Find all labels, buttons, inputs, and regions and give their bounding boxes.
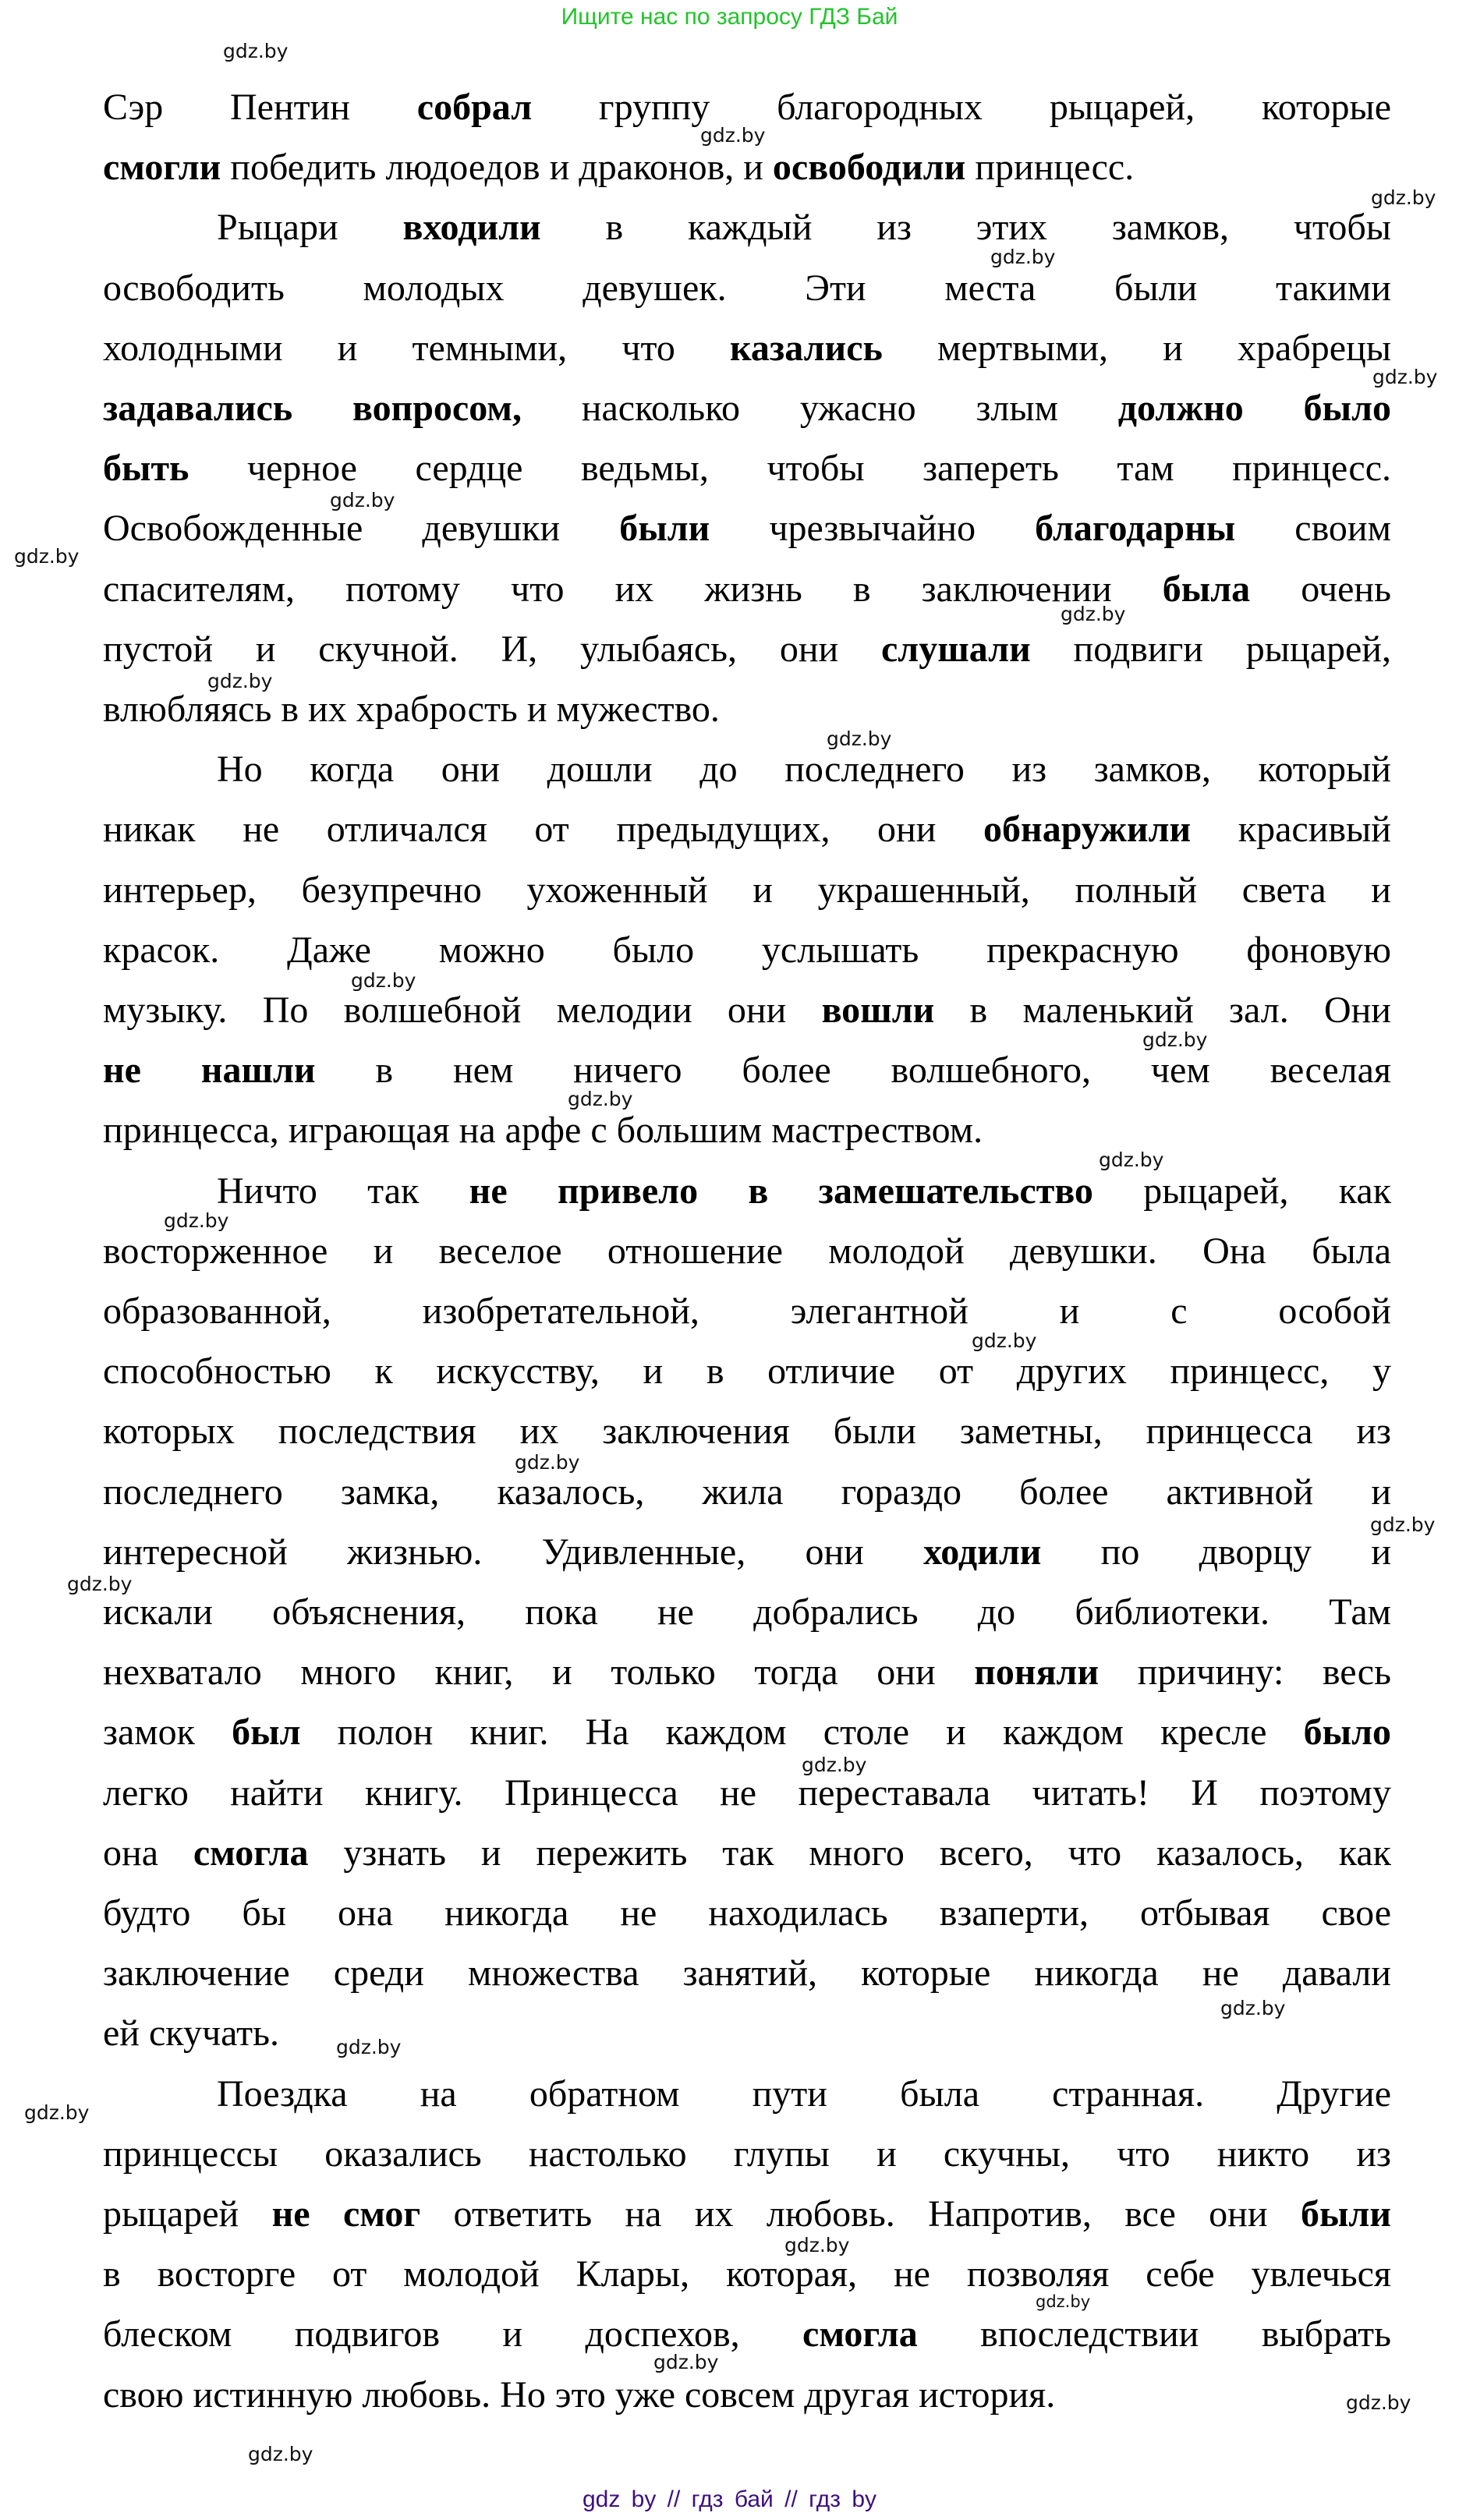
watermark-text: gdz.by — [351, 969, 416, 992]
text-run: которых последствия их заключения были заметны, принцесса из — [103, 1410, 1391, 1453]
text-run: узнать и пережить так много всего, что казалось, как — [308, 1832, 1391, 1874]
bold-verb: не привело в замешательство — [469, 1170, 1093, 1212]
text-run: освободить молодых девушек. Эти места были такими — [103, 267, 1391, 309]
bold-verb: были — [1300, 2193, 1392, 2235]
text-run: в нем ничего более волшебного, чем веселая — [315, 1049, 1391, 1092]
bold-verb: казались — [729, 327, 883, 369]
text-run: влюбляясь в их храбрость и мужество. — [103, 688, 720, 730]
text-run: способностью к искусству, и в отличие от других принцесс, у — [103, 1350, 1391, 1393]
bold-verb: поняли — [974, 1651, 1100, 1694]
text-run: рыцарей — [103, 2193, 272, 2235]
text-run: победить людоедов и драконов, и — [221, 147, 773, 189]
text-run: ответить на их любовь. Напротив, все они — [420, 2193, 1301, 2235]
text-run: в восторге от молодой Клары, которая, не позволяя себе увлечься — [103, 2253, 1391, 2295]
text-run: красок. Даже можно было услышать прекрасную фоновую — [103, 929, 1391, 971]
text-run: в каждый из этих замков, чтобы — [540, 207, 1391, 249]
text-line — [103, 1290, 1391, 1333]
text-run: впоследствии выбрать — [917, 2313, 1391, 2355]
text-line — [103, 1952, 1391, 1995]
bold-verb: были — [619, 508, 710, 550]
text-run: чрезвычайно — [710, 508, 1036, 550]
bold-verb: освободили — [772, 147, 966, 189]
text-run: принцесса, играющая на арфе с большим мастреством. — [103, 1110, 983, 1152]
text-run: в маленький зал. Они — [934, 989, 1391, 1031]
site-banner: Ищите нас по запросу ГДЗ Бай — [561, 4, 898, 30]
watermark-text: gdz.by — [972, 1329, 1037, 1352]
watermark-text: gdz.by — [24, 2101, 90, 2124]
text-run: будто бы она никогда не находилась взаперти, отбывая свое — [103, 1892, 1391, 1934]
bold-verb: смогла — [193, 1832, 309, 1874]
text-line — [103, 1049, 1391, 1092]
text-run: никак не отличался от предыдущих, они — [103, 809, 984, 851]
watermark-text: gdz.by — [700, 124, 766, 147]
text-run: рыцарей, как — [1092, 1170, 1392, 1212]
watermark-text: gdz.by — [802, 1754, 867, 1776]
watermark-text: gdz.by — [14, 545, 80, 568]
text-line — [103, 86, 1391, 129]
site-footer: gdz by // гдз бай // гдз by — [582, 2486, 877, 2512]
watermark-text: gdz.by — [248, 2443, 313, 2465]
text-run: замок — [103, 1711, 232, 1754]
bold-verb: был — [232, 1711, 301, 1754]
text-run: мертвыми, и храбрецы — [882, 327, 1392, 369]
bold-verb: была — [1162, 568, 1251, 610]
watermark-text: gdz.by — [1370, 1513, 1436, 1536]
text-run: Ничто так — [217, 1170, 469, 1212]
text-run: восторженное и веселое отношение молодой девушки. Она была — [103, 1230, 1391, 1272]
text-run: образованной, изобретательной, элегантной и с особой — [103, 1290, 1391, 1332]
watermark-text: gdz.by — [164, 1209, 229, 1232]
watermark-text: gdz.by — [784, 2234, 850, 2256]
bold-verb: вошли — [821, 989, 935, 1031]
bold-verb: собрал — [416, 87, 533, 128]
text-line — [103, 1109, 1391, 1152]
text-line — [103, 327, 1391, 370]
text-line — [103, 2012, 1391, 2055]
text-run: подвиги рыцарей, — [1030, 628, 1391, 670]
text-run: блеском подвигов и доспехов, — [103, 2313, 803, 2355]
text-line — [103, 1410, 1391, 1453]
text-run: Сэр Пентин — [103, 87, 417, 128]
text-run: холодными и темными, что — [103, 327, 730, 369]
bold-verb: слушали — [880, 628, 1031, 670]
watermark-text: gdz.by — [1099, 1149, 1164, 1171]
text-run: по дворцу и — [1041, 1531, 1392, 1573]
text-line — [103, 688, 1391, 731]
text-line — [103, 267, 1391, 310]
text-run: Но когда они дошли до последнего из замков, который — [217, 749, 1391, 791]
text-line — [103, 1350, 1391, 1393]
bold-verb: быть — [103, 448, 189, 490]
text-run: пустой и скучной. И, улыбаясь, они — [103, 628, 881, 670]
text-line — [103, 1892, 1391, 1935]
text-line — [103, 2193, 1391, 2236]
watermark-text: gdz.by — [515, 1451, 580, 1474]
text-line — [103, 2253, 1391, 2296]
bold-verb: было — [1303, 1711, 1391, 1754]
text-line — [103, 869, 1391, 912]
watermark-text: gdz.by — [653, 2351, 719, 2373]
watermark-text: gdz.by — [336, 2036, 402, 2058]
text-line — [103, 568, 1391, 611]
watermark-text: gdz.by — [1142, 1028, 1208, 1051]
watermark-text: gdz.by — [223, 40, 289, 62]
text-run: она — [103, 1832, 193, 1874]
text-run: причину: весь — [1099, 1651, 1392, 1694]
text-line — [103, 447, 1391, 490]
text-run: музыку. По волшебной мелодии они — [103, 989, 822, 1031]
bold-verb: задавались вопросом, — [103, 388, 522, 429]
text-line — [103, 1832, 1391, 1875]
text-line — [103, 2313, 1391, 2356]
bold-verb: не смог — [271, 2193, 421, 2235]
text-run: принцессы оказались настолько глупы и скучны, что никто из — [103, 2132, 1391, 2175]
text-run: интерьер, безупречно ухоженный и украшенный, полный света и — [103, 869, 1391, 911]
text-line — [103, 1531, 1391, 1574]
bold-verb: ходили — [923, 1531, 1042, 1573]
text-run: принцесс. — [965, 147, 1135, 189]
text-run: искали объяснения, пока не добрались до библиотеки. Там — [103, 1591, 1391, 1633]
watermark-text: gdz.by — [568, 1088, 633, 1110]
text-run: Рыцари — [217, 207, 403, 249]
text-line — [103, 748, 1391, 791]
watermark-text: gdz.by — [1372, 366, 1438, 388]
text-line — [103, 989, 1391, 1032]
text-line — [103, 1471, 1391, 1514]
text-run: Освобожденные девушки — [103, 508, 620, 550]
bold-verb: входили — [402, 207, 541, 249]
text-line — [103, 387, 1391, 430]
text-run: своим — [1235, 508, 1391, 550]
text-run: ей скучать. — [103, 2012, 280, 2055]
text-run: группу благородных рыцарей, которые — [532, 87, 1391, 128]
watermark-text: gdz.by — [207, 670, 273, 692]
text-line — [103, 628, 1391, 671]
text-run: красивый — [1191, 809, 1391, 851]
text-line — [103, 1170, 1391, 1213]
text-run: очень — [1250, 568, 1392, 610]
watermark-text: gdz.by — [1220, 1997, 1286, 2019]
text-run: свою истинную любовь. Но это уже совсем другая история. — [103, 2373, 1056, 2416]
text-line — [103, 808, 1391, 851]
bold-verb: не нашли — [103, 1049, 316, 1092]
watermark-text: gdz.by — [1371, 186, 1436, 209]
text-line — [103, 1651, 1391, 1694]
text-run: заключение среди множества занятий, которые никогда не давали — [103, 1952, 1391, 1994]
bold-verb: смогли — [103, 147, 221, 189]
text-line — [103, 206, 1391, 250]
bold-verb: обнаружили — [983, 809, 1192, 851]
text-run: насколько ужасно злым — [522, 388, 1118, 429]
text-line — [103, 929, 1391, 972]
bold-verb: смогла — [802, 2313, 918, 2355]
text-run: интересной жизнью. Удивленные, они — [103, 1531, 924, 1573]
text-line — [103, 1711, 1391, 1754]
text-run: полон книг. На каждом столе и каждом кресле — [300, 1711, 1304, 1754]
text-line — [103, 1230, 1391, 1273]
text-line — [103, 507, 1391, 550]
text-line — [103, 2373, 1391, 2417]
watermark-text: gdz.by — [330, 489, 395, 511]
text-line — [103, 2072, 1391, 2116]
text-run: спасителям, потому что их жизнь в заключении — [103, 568, 1163, 610]
watermark-text: gdz.by — [1036, 2292, 1091, 2311]
text-run: нехватало много книг, и только тогда они — [103, 1651, 975, 1694]
bold-verb: должно было — [1117, 388, 1391, 429]
text-line — [103, 1771, 1391, 1815]
text-run: черное сердце ведьмы, чтобы запереть там принцесс. — [189, 448, 1391, 490]
text-run: легко найти книгу. Принцесса не переставала читать! И поэтому — [103, 1771, 1391, 1814]
text-line — [103, 146, 1391, 189]
watermark-text: gdz.by — [990, 246, 1056, 268]
bold-verb: благодарны — [1035, 508, 1236, 550]
text-line — [103, 1591, 1391, 1634]
watermark-text: gdz.by — [1346, 2391, 1411, 2414]
watermark-text: gdz.by — [827, 727, 892, 750]
watermark-text: gdz.by — [1061, 603, 1126, 625]
text-run: последнего замка, казалось, жила гораздо более активной и — [103, 1471, 1391, 1513]
text-run: Поездка на обратном пути была странная. Другие — [217, 2072, 1391, 2115]
watermark-text: gdz.by — [67, 1573, 133, 1595]
text-line — [103, 2132, 1391, 2176]
